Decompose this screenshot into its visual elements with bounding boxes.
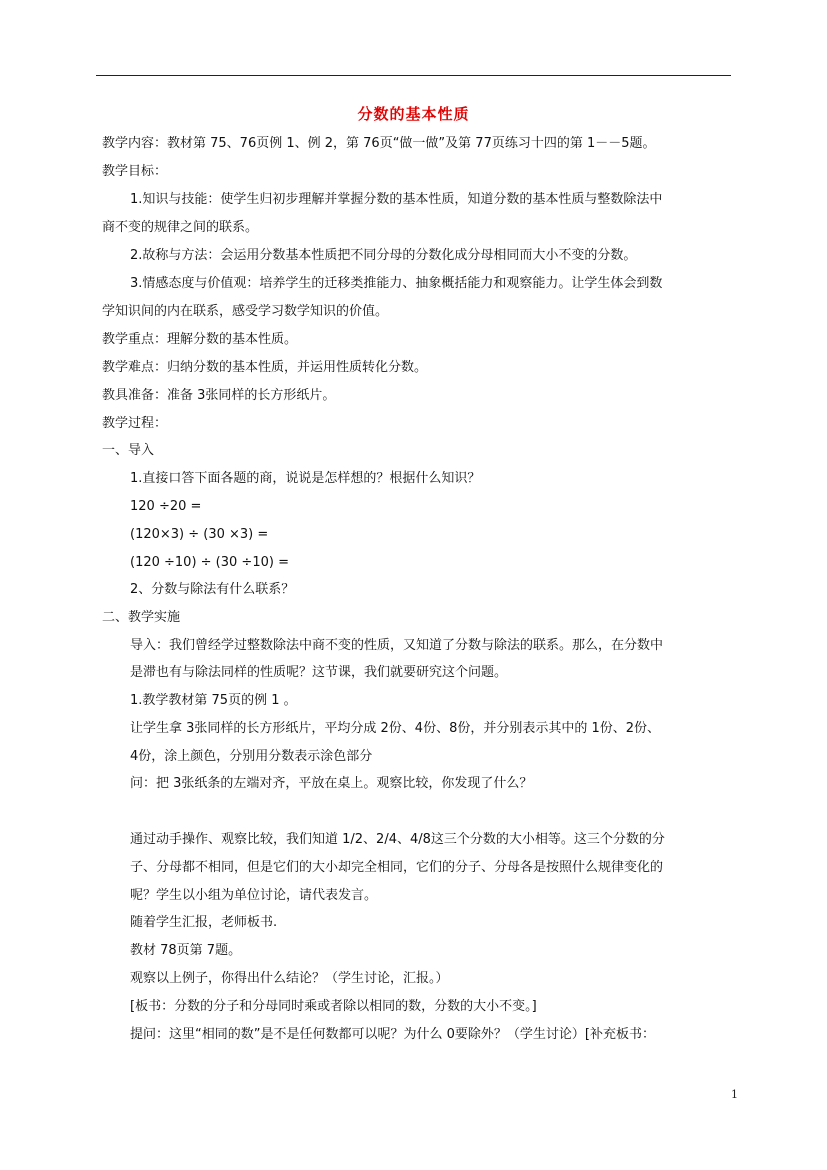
section-implementation-heading: 二、教学实施 xyxy=(102,610,181,625)
activity-line-2: 4份，涂上颜色，分别用分数表示涂色部分 xyxy=(130,749,373,764)
follow-up-question: 提问：这里“相同的数”是不是任何数都可以呢？为什么 0要除外？（学生讨论）[补充板书： xyxy=(130,1027,655,1042)
conclusion-line-3: 呢？学生以小组为单位讨论，请代表发言。 xyxy=(130,888,378,903)
teaching-process-heading: 教学过程： xyxy=(102,416,168,431)
goal-attitude-line-1: 3.情感态度与价值观：培养学生的迁移类推能力、抽象概括能力和观察能力。让学生体会到数 xyxy=(130,276,663,291)
conclusion-line-1: 通过动手操作、观察比较，我们知道 1/2、2/4、4/8这三个分数的大小相等。这三个分数的分 xyxy=(130,832,665,847)
example-heading: 1.教学教材第 75页的例 1 。 xyxy=(130,693,297,708)
conclusion-line-2: 子、分母都不相同，但是它们的大小却完全相同，它们的分子、分母各是按照什么规律变化的 xyxy=(130,860,664,875)
teaching-focus: 教学重点：理解分数的基本性质。 xyxy=(102,332,298,347)
goal-method: 2.故称与方法：会运用分数基本性质把不同分母的分数化成分母相同而大小不变的分数。 xyxy=(130,248,637,263)
implementation-intro-line-2: 是滞也有与除法同样的性质呢？这节课，我们就要研究这个问题。 xyxy=(130,665,508,680)
section-intro-heading: 一、导入 xyxy=(102,443,155,458)
activity-line-1: 让学生拿 3张同样的长方形纸片，平均分成 2份、4份、8份，并分别表示其中的 1份、2份、 xyxy=(130,721,661,736)
goal-knowledge-line-2: 商不变的规律之间的联系。 xyxy=(102,220,259,235)
page-number: 1 xyxy=(731,1088,738,1101)
board-summary: [板书：分数的分子和分母同时乘或者除以相同的数，分数的大小不变。] xyxy=(130,999,537,1014)
goal-attitude-line-2: 学知识间的内在联系，感受学习数学知识的价值。 xyxy=(102,304,389,319)
observation-question: 问：把 3张纸条的左端对齐，平放在桌上。观察比较，你发现了什么？ xyxy=(130,776,533,791)
math-expression-1: 120 ÷20 = xyxy=(130,499,202,514)
implementation-intro-line-1: 导入：我们曾经学过整数除法中商不变的性质，又知道了分数与除法的联系。那么，在分数中 xyxy=(130,638,664,653)
teaching-difficulty: 教学难点：归纳分数的基本性质，并运用性质转化分数。 xyxy=(102,360,428,375)
teaching-goals-heading: 教学目标： xyxy=(102,164,168,179)
teacher-board-note: 随着学生汇报，老师板书. xyxy=(130,915,278,930)
textbook-exercise: 教材 78页第 7题。 xyxy=(130,943,242,958)
intro-question-2: 2、分数与除法有什么联系？ xyxy=(130,582,295,597)
observation-conclusion-question: 观察以上例子，你得出什么结论？（学生讨论，汇报。） xyxy=(130,971,449,986)
header-rule xyxy=(96,75,731,76)
page-title: 分数的基本性质 xyxy=(357,105,470,123)
goal-knowledge-line-1: 1.知识与技能：使学生归初步理解并掌握分数的基本性质，知道分数的基本性质与整数除法中 xyxy=(130,192,663,207)
teaching-aids: 教具准备：准备 3张同样的长方形纸片。 xyxy=(102,388,336,403)
math-expression-2: (120×3) ÷ (30 ×3) = xyxy=(130,527,269,542)
math-expression-3: (120 ÷10) ÷ (30 ÷10) = xyxy=(130,555,289,570)
intro-question-1: 1.直接口答下面各题的商，说说是怎样想的？根据什么知识？ xyxy=(130,471,481,486)
teaching-content: 教学内容：教材第 75、76页例 1、例 2，第 76页“做一做”及第 77页练习十四的第 1－－5题。 xyxy=(102,136,656,151)
